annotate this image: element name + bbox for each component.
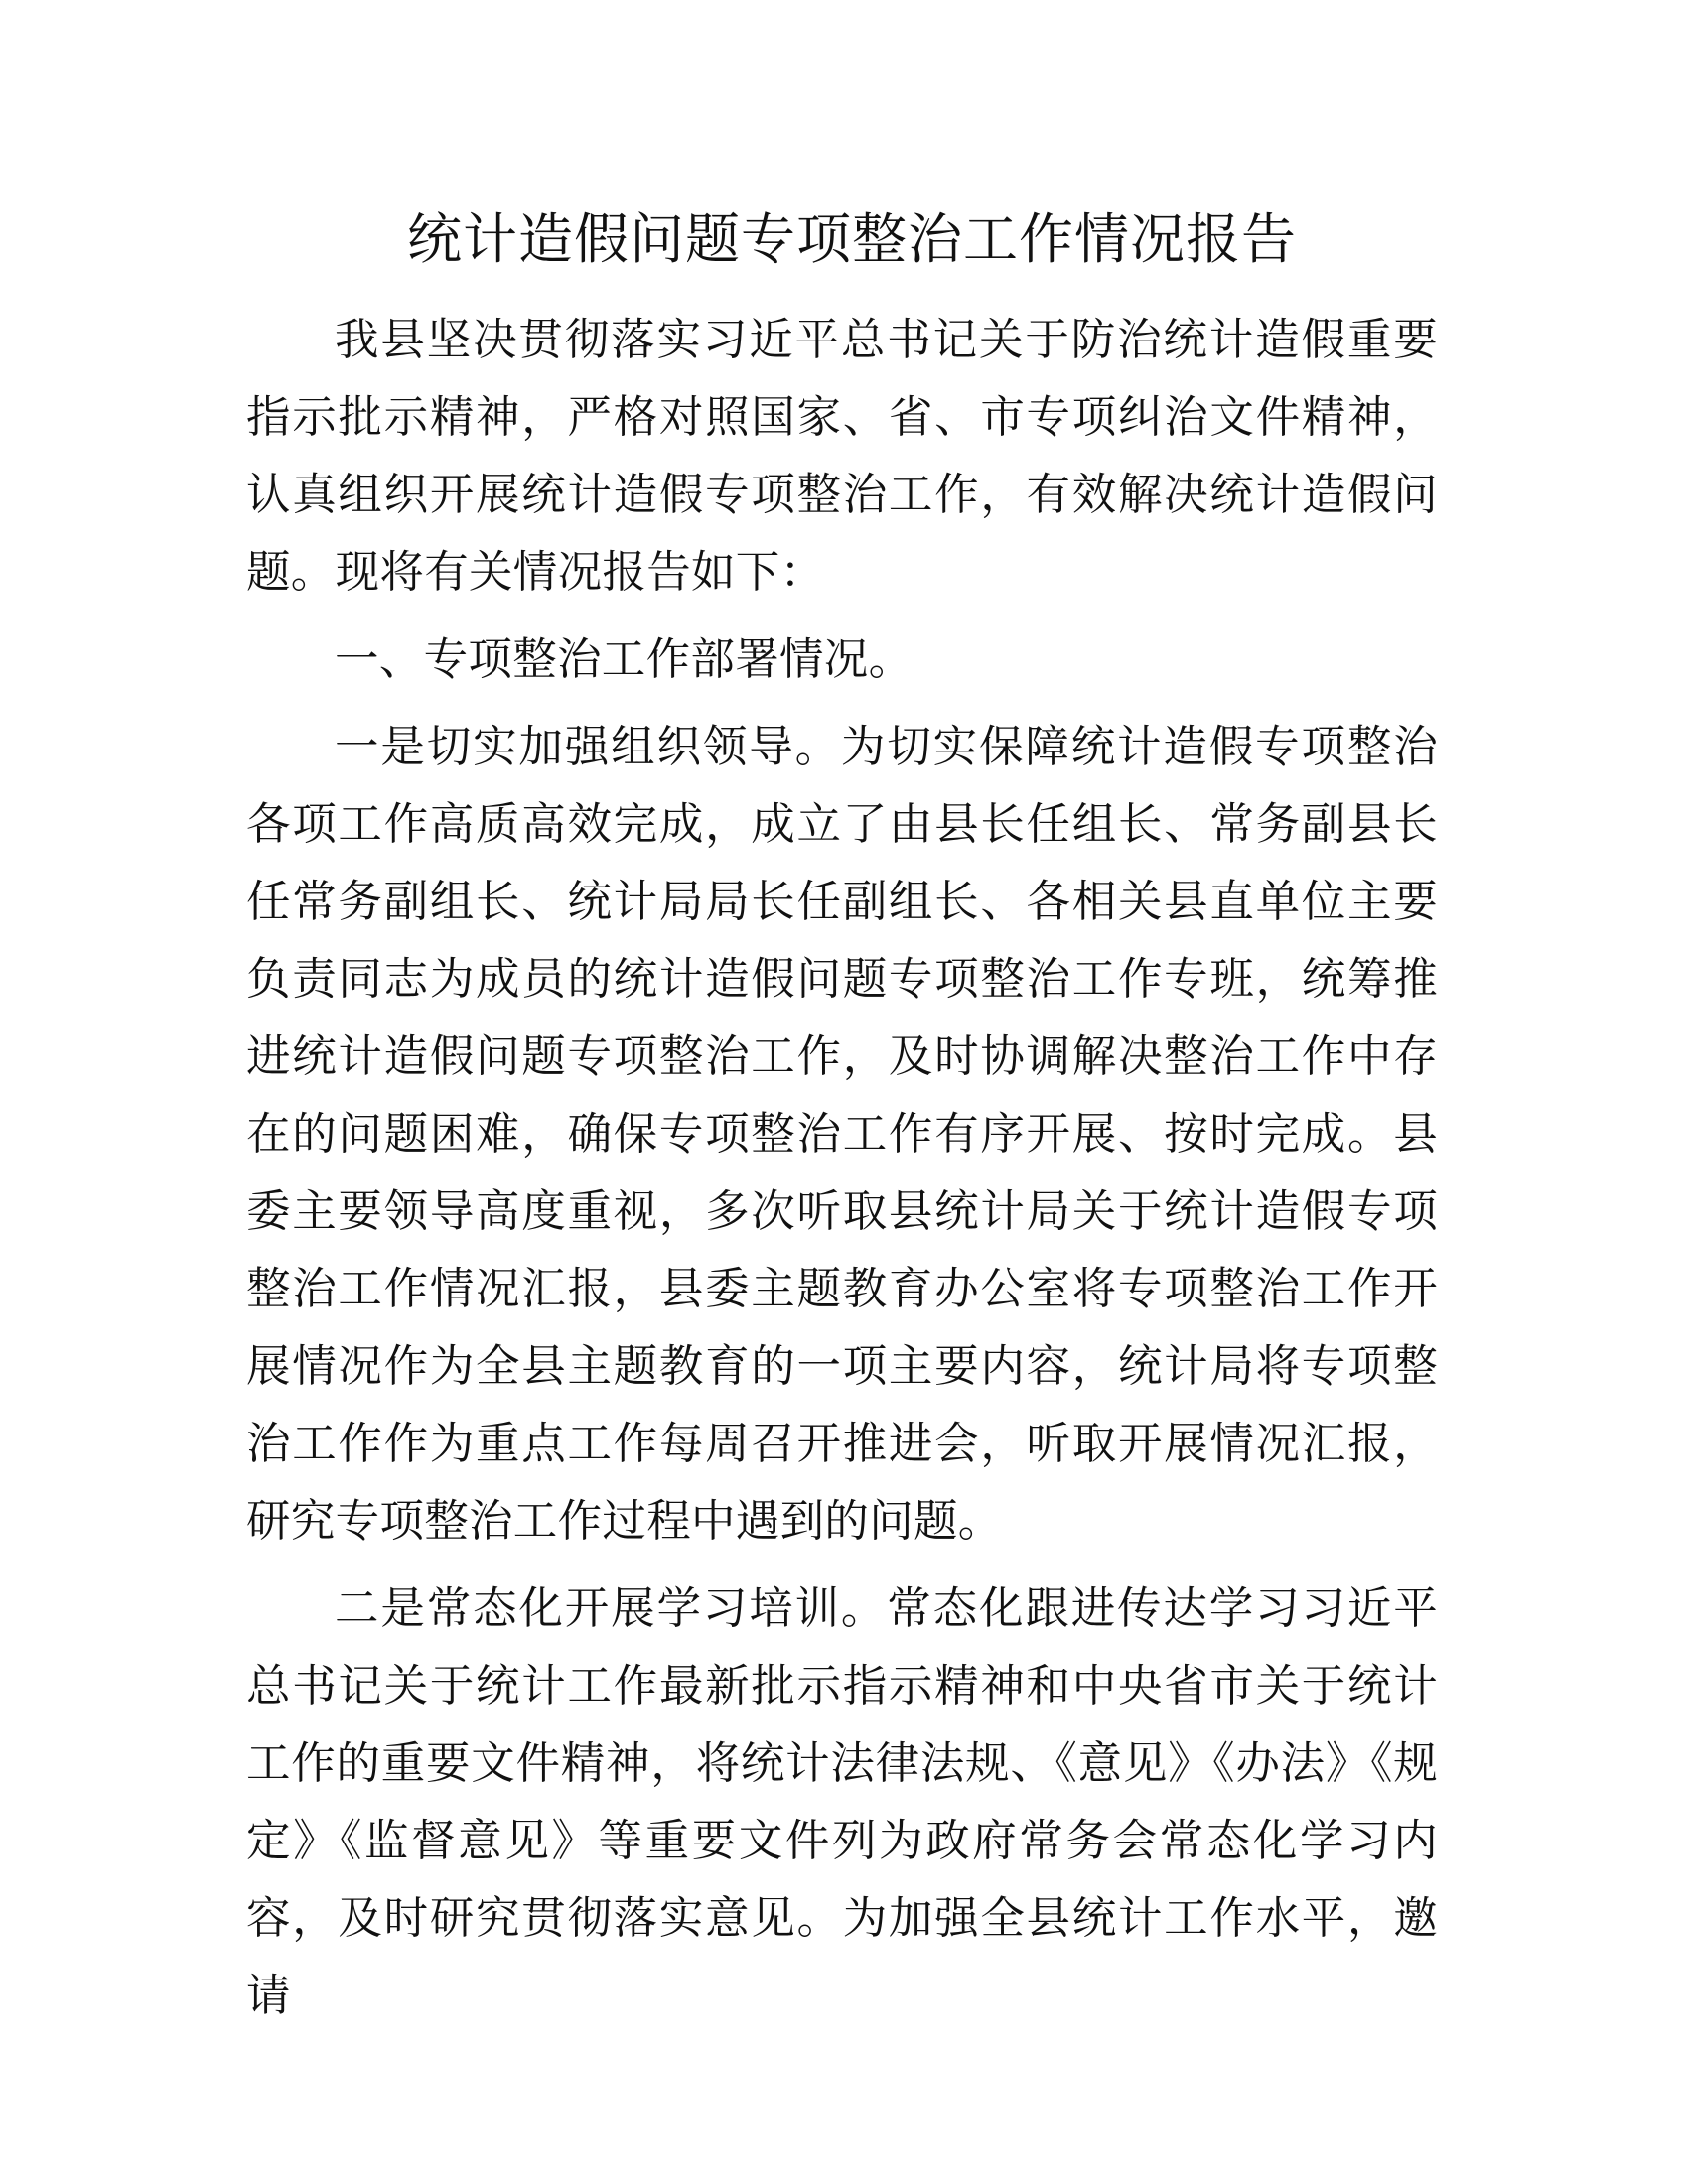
section-heading-1: 一、专项整治工作部署情况。	[335, 634, 914, 685]
document-title: 统计造假问题专项整治工作情况报告	[406, 207, 1297, 271]
document-page	[246, 199, 1438, 2035]
paragraph-intro: 我县坚决贯彻落实习近平总书记关于防治统计造假重要指示批示精神，严格对照国家、省、市专项纠治文件精神，认真组织开展统计造假专项整治工作，有效解决统计造假问题。现将有关情况报告如下：	[246, 315, 1438, 598]
paragraph-training: 二是常态化开展学习培训。常态化跟进传达学习习近平总书记关于统计工作最新批示指示精神和中央省市关于统计工作的重要文件精神，将统计法律法规、《意见》《办法》《规定》《监督意见》等重要文件列为政府常务会常态化学习内容，及时研究贯彻落实意见。为加强全县统计工作水平，邀请	[246, 1583, 1438, 2021]
paragraph-organization: 一是切实加强组织领导。为切实保障统计造假专项整治各项工作高质高效完成，成立了由县长任组长、常务副县长任常务副组长、统计局局长任副组长、各相关县直单位主要负责同志为成员的统计造假问题专项整治工作专班，统筹推进统计造假问题专项整治工作，及时协调解决整治工作中存在的问题困难，确保专项整治工作有序开展、按时完成。县委主要领导高度重视，多次听取县统计局关于统计造假专项整治工作情况汇报，县委主题教育办公室将专项整治工作开展情况作为全县主题教育的一项主要内容，统计局将专项整治工作作为重点工作每周召开推进会，听取开展情况汇报，研究专项整治工作过程中遇到的问题。	[246, 722, 1438, 1547]
